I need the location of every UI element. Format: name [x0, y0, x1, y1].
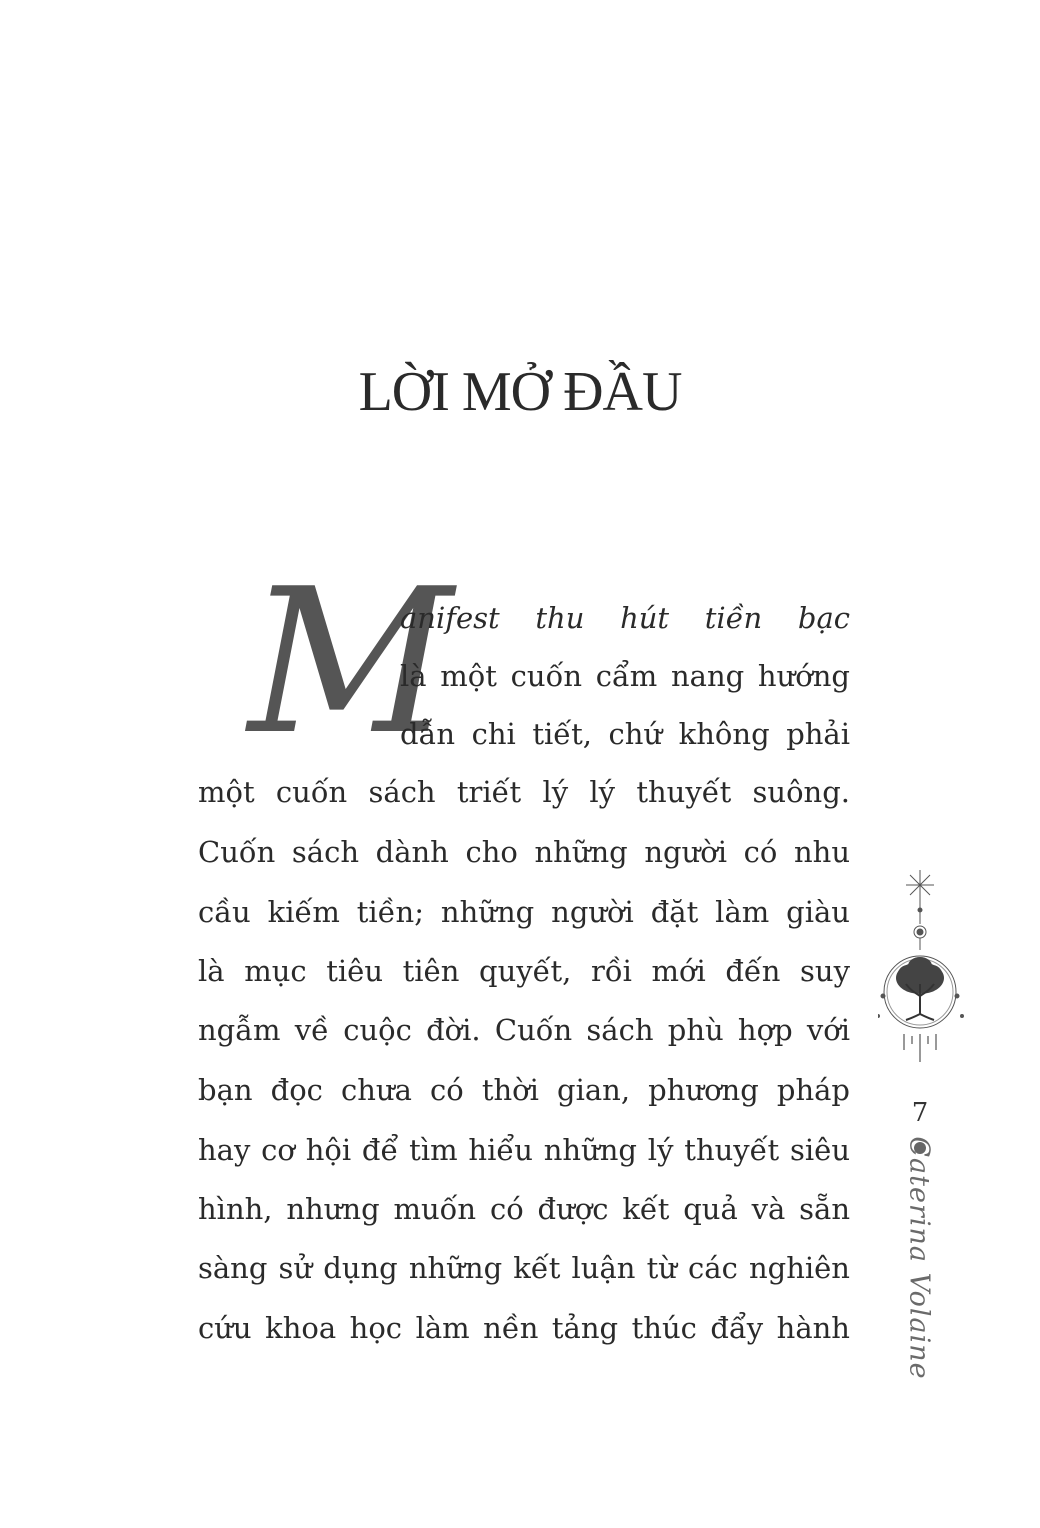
- body-line-4: một cuốn sách triết lý lý thuyết suông.: [198, 775, 850, 809]
- book-title-italic: anifest thu hút tiền bạc: [400, 601, 850, 635]
- body-line-10: hay cơ hội để tìm hiểu những lý thuyết siêu: [198, 1133, 850, 1167]
- body-line-5: Cuốn sách dành cho những người có nhu: [198, 835, 850, 869]
- body-line-7: là mục tiêu tiên quyết, rồi mới đến suy: [198, 954, 850, 988]
- chapter-title: LỜI MỞ ĐẦU: [358, 361, 682, 423]
- body-line-12: sàng sử dụng những kết luận từ các nghiên: [198, 1251, 850, 1285]
- body-line-2: là một cuốn cẩm nang hướng: [400, 659, 850, 693]
- body-line-3: dẫn chi tiết, chứ không phải: [400, 717, 850, 751]
- body-line-1: [400, 598, 850, 638]
- body-line-8: ngẫm về cuộc đời. Cuốn sách phù hợp với: [198, 1013, 850, 1047]
- drop-cap-letter: M: [248, 546, 453, 779]
- author-name: Caterina Volaine: [903, 1136, 935, 1380]
- page-number: 7: [911, 1098, 929, 1128]
- body-line-6: cầu kiếm tiền; những người đặt làm giàu: [198, 895, 850, 929]
- body-line-13: cứu khoa học làm nền tảng thúc đẩy hành: [198, 1311, 850, 1345]
- body-line-9: bạn đọc chưa có thời gian, phương pháp: [198, 1073, 850, 1107]
- body-line-11: hình, nhưng muốn có được kết quả và sẵn: [198, 1192, 850, 1226]
- tree-of-life-icon: [878, 866, 970, 1090]
